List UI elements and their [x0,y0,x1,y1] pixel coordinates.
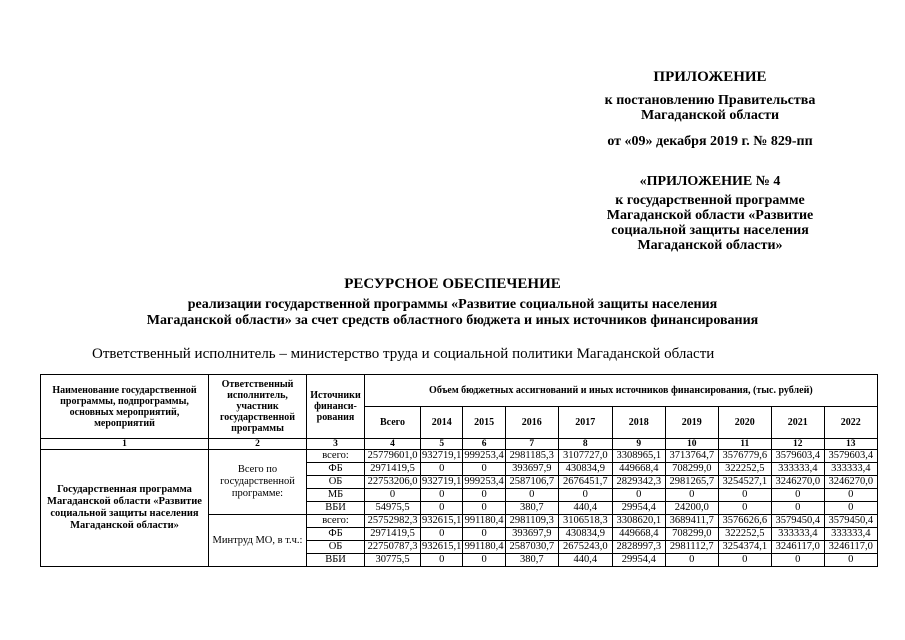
value-cell: 0 [771,489,824,502]
source-cell: МБ [307,489,365,502]
program-name-cell: Государственная программа Магаданской области «Развитие социальной защиты населения Магаданской области» [41,450,209,567]
column-number: 3 [307,439,365,450]
value-cell: 2981112,7 [665,541,718,554]
value-cell: 25779601,0 [365,450,421,463]
value-cell: 3308620,1 [612,515,665,528]
value-cell: 380,7 [505,554,558,567]
value-cell: 2981109,3 [505,515,558,528]
value-cell: 0 [463,554,505,567]
decree-reference [560,93,860,123]
column-number: 11 [718,439,771,450]
value-cell: 380,7 [505,502,558,515]
value-cell: 2981265,7 [665,476,718,489]
value-cell: 3246117,0 [824,541,877,554]
value-cell: 0 [718,502,771,515]
value-cell: 0 [612,489,665,502]
value-cell: 29954,4 [612,502,665,515]
source-cell: ОБ [307,476,365,489]
value-cell: 440,4 [558,554,612,567]
value-cell: 333333,4 [824,528,877,541]
appendix4-line-2: Магаданской области «Развитие [606,208,814,223]
value-cell: 0 [421,489,463,502]
value-cell: 2981185,3 [505,450,558,463]
value-cell: 991180,4 [464,515,504,526]
value-cell: 0 [771,502,824,515]
value-cell: 449668,4 [612,463,665,476]
column-number: 2 [209,439,307,450]
value-cell: 0 [463,528,505,541]
value-cell: 3579450,4 [771,515,824,528]
value-cell: 3254527,1 [718,476,771,489]
value-cell: 333333,4 [824,463,877,476]
value-cell: 3713764,7 [665,450,718,463]
value-cell: 999253,4 [464,476,504,487]
column-number: 7 [505,439,558,450]
value-cell: 430834,9 [558,528,612,541]
value-cell: 0 [463,463,505,476]
value-cell: 29954,4 [612,554,665,567]
value-cell: 3579603,4 [771,450,824,463]
value-cell: 333333,4 [771,528,824,541]
appendix4-line-3: социальной защиты населения [611,223,809,238]
value-cell: 2587030,7 [505,541,558,554]
column-number: 6 [463,439,505,450]
header-year: 2017 [558,407,612,439]
value-cell: 22753206,0 [365,476,421,489]
value-cell: 3308965,1 [612,450,665,463]
value-cell: 0 [505,489,558,502]
header-sources: Источники финанси-рования [307,375,365,439]
header-executor: Ответственный исполнитель, участник государственной программы [209,375,307,439]
value-cell: 24200,0 [665,502,718,515]
appendix4-line-4: Магаданской области» [637,238,783,253]
source-cell: ФБ [307,528,365,541]
value-cell: 999253,4 [464,450,504,461]
value-cell: 932719,1 [422,450,462,461]
value-cell: 0 [665,554,718,567]
subtitle-line-2: Магаданской области» за счет средств областного бюджета и иных источников финансирования [146,313,759,328]
value-cell: 3246270,0 [771,476,824,489]
column-numbers-row [41,439,878,450]
document-title: РЕСУРСНОЕ ОБЕСПЕЧЕНИЕ [344,276,561,292]
header-year: 2015 [463,407,505,439]
column-number: 5 [421,439,463,450]
column-number: 13 [824,439,877,450]
value-cell: 0 [463,489,505,502]
value-cell: 708299,0 [665,463,718,476]
value-cell: 430834,9 [558,463,612,476]
value-cell: 3576779,6 [718,450,771,463]
value-cell: 393697,9 [505,528,558,541]
value-cell: 3246117,0 [771,541,824,554]
header-year: 2022 [824,407,877,439]
value-cell: 0 [365,489,421,502]
value-cell: 3246270,0 [824,476,877,489]
value-cell: 440,4 [558,502,612,515]
value-cell: 3579603,4 [824,450,877,463]
value-cell: 2971419,5 [365,528,421,541]
value-cell: 0 [824,502,877,515]
header-name: Наименование государственной программы, подпрограммы, основных мероприятий, мероприятий [41,375,209,439]
column-number: 1 [41,439,209,450]
group-total-label: Всего по государственной программе: [209,450,307,515]
column-number: 8 [558,439,612,450]
value-cell: 22750787,3 [365,541,421,554]
header-year: 2021 [771,407,824,439]
header-year: 2016 [505,407,558,439]
header-volume: Объем бюджетных ассигнований и иных источников финансирования, (тыс. рублей) [365,375,878,407]
source-cell: ВБИ [307,554,365,567]
value-cell: 708299,0 [665,528,718,541]
value-cell: 3576626,6 [718,515,771,528]
column-number: 10 [665,439,718,450]
value-cell: 0 [824,554,877,567]
value-cell: 25752982,3 [365,515,421,528]
value-cell: 54975,5 [365,502,421,515]
appendix-title: ПРИЛОЖЕНИЕ [653,69,767,85]
appendix4-title: «ПРИЛОЖЕНИЕ № 4 [639,174,781,189]
value-cell: 2587106,7 [505,476,558,489]
value-cell: 30775,5 [365,554,421,567]
value-cell: 0 [824,489,877,502]
value-cell: 0 [718,489,771,502]
header-year: 2019 [665,407,718,439]
value-cell: 2971419,5 [365,463,421,476]
value-cell: 3254374,1 [718,541,771,554]
value-cell: 333333,4 [771,463,824,476]
header-year: Всего [365,407,421,439]
value-cell: 0 [421,528,463,541]
table-row [41,450,878,463]
subtitle-line-1: реализации государственной программы «Развитие социальной защиты населения [187,297,718,312]
column-number: 12 [771,439,824,450]
value-cell: 0 [558,489,612,502]
value-cell: 932719,1 [422,476,462,487]
decree-date: от «09» декабря 2019 г. № 829-пп [607,134,813,149]
source-cell: всего: [307,450,365,463]
document-subtitle [0,297,905,329]
source-cell: ФБ [307,463,365,476]
header-year: 2014 [421,407,463,439]
value-cell: 322252,5 [718,463,771,476]
value-cell: 0 [665,489,718,502]
value-cell: 932615,1 [422,515,462,526]
value-cell: 3579450,4 [824,515,877,528]
column-number: 9 [612,439,665,450]
value-cell: 0 [771,554,824,567]
value-cell: 0 [421,463,463,476]
value-cell: 3689411,7 [665,515,718,528]
source-cell: ВБИ [307,502,365,515]
column-number: 4 [365,439,421,450]
appendix4-reference [560,193,860,253]
value-cell: 2676451,7 [558,476,612,489]
value-cell: 932615,1 [422,541,462,552]
value-cell: 2829342,3 [612,476,665,489]
value-cell: 0 [421,502,463,515]
budget-table [40,374,878,567]
ministry-label: Минтруд МО, в т.ч.: [209,515,307,567]
appendix4-line-1: к государственной программе [615,193,805,208]
value-cell: 991180,4 [464,541,504,552]
value-cell: 0 [421,554,463,567]
value-cell: 393697,9 [505,463,558,476]
value-cell: 0 [718,554,771,567]
decree-line-1: к постановлению Правительства [604,93,816,108]
value-cell: 3106518,3 [558,515,612,528]
source-cell: всего: [307,515,365,528]
value-cell: 449668,4 [612,528,665,541]
header-year: 2018 [612,407,665,439]
value-cell: 2828997,3 [612,541,665,554]
header-year: 2020 [718,407,771,439]
value-cell: 322252,5 [718,528,771,541]
value-cell: 0 [463,502,505,515]
value-cell: 2675243,0 [558,541,612,554]
source-cell: ОБ [307,541,365,554]
value-cell: 3107727,0 [558,450,612,463]
decree-line-2: Магаданской области [640,108,780,123]
responsible-executor: Ответственный исполнитель – министерство труда и социальной политики Магаданской области [92,346,715,362]
